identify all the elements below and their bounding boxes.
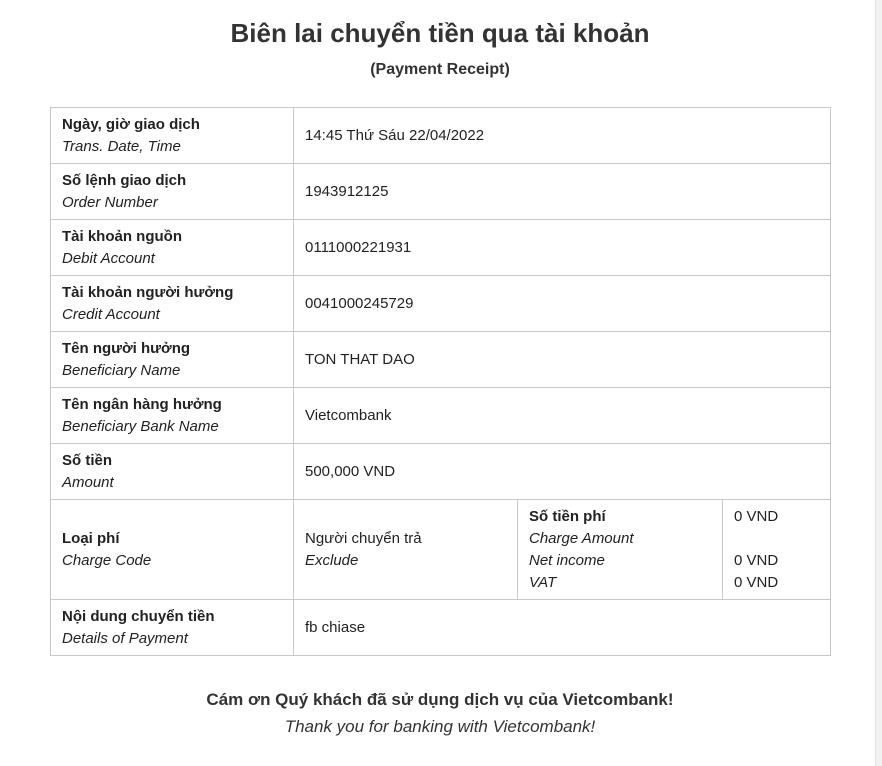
label-vn: Số tiền	[62, 451, 113, 469]
value-cell	[294, 444, 831, 500]
label-cell	[51, 332, 294, 388]
row-payment-details	[51, 600, 831, 656]
beneficiary-bank-value: Vietcombank	[305, 406, 392, 424]
row-beneficiary-bank	[51, 388, 831, 444]
label-en: Beneficiary Bank Name	[62, 417, 219, 435]
label-vn: Ngày, giờ giao dịch	[62, 115, 200, 133]
credit-account-value: 0041000245729	[305, 294, 414, 312]
row-amount	[51, 444, 831, 500]
label-cell	[51, 164, 294, 220]
fee-label-vn: Số tiền phí	[529, 508, 606, 525]
payment-details-value: fb chiase	[305, 618, 366, 636]
fee-values-cell	[723, 500, 831, 600]
transaction-date-value: 14:45 Thứ Sáu 22/04/2022	[305, 126, 485, 144]
label-cell	[51, 444, 294, 500]
value-cell	[294, 276, 831, 332]
scrollbar-track[interactable]	[875, 0, 882, 766]
row-beneficiary-name	[51, 332, 831, 388]
net-income-value: 0 VND	[734, 552, 779, 569]
label-vn: Tên người hưởng	[62, 339, 191, 357]
label-en: Credit Account	[62, 305, 160, 323]
fee-labels-cell	[518, 500, 723, 600]
label-vn: Nội dung chuyển tiền	[62, 607, 215, 625]
thank-you-vn: Cám ơn Quý khách đã sử dụng dịch vụ của Vietcombank!	[206, 690, 674, 709]
label-vn: Loại phí	[62, 529, 120, 547]
thank-you-en: Thank you for banking with Vietcombank!	[284, 717, 596, 736]
beneficiary-name-value: TON THAT DAO	[305, 350, 415, 368]
page-subtitle: (Payment Receipt)	[370, 61, 510, 78]
label-vn: Tên ngân hàng hưởng	[62, 395, 222, 413]
label-en: Beneficiary Name	[62, 361, 181, 379]
label-en: Amount	[62, 473, 114, 491]
label-cell	[51, 500, 294, 600]
row-debit-account	[51, 220, 831, 276]
label-en: Debit Account	[62, 249, 155, 267]
value-cell	[294, 600, 831, 656]
charge-type-vn: Người chuyển trả	[305, 529, 422, 547]
label-cell	[51, 276, 294, 332]
page-title: Biên lai chuyển tiền qua tài khoản	[230, 18, 650, 48]
charge-type-en: Exclude	[305, 551, 359, 569]
value-cell	[294, 388, 831, 444]
label-en: Details of Payment	[62, 629, 188, 647]
label-vn: Tài khoản nguồn	[62, 227, 182, 245]
value-cell	[294, 220, 831, 276]
charge-type-cell	[294, 500, 518, 600]
label-en: Trans. Date, Time	[62, 137, 181, 155]
label-vn: Số lệnh giao dịch	[62, 171, 187, 189]
label-cell	[51, 600, 294, 656]
order-number-value: 1943912125	[305, 182, 389, 200]
value-cell	[294, 164, 831, 220]
value-cell	[294, 108, 831, 164]
row-charge	[51, 500, 831, 600]
label-en: Charge Code	[62, 551, 152, 569]
label-cell	[51, 108, 294, 164]
label-en: Order Number	[62, 193, 158, 211]
fee-label-en: Charge Amount	[529, 530, 634, 547]
receipt-table	[50, 107, 831, 656]
label-vn: Tài khoản người hưởng	[62, 283, 234, 301]
value-cell	[294, 332, 831, 388]
row-credit-account	[51, 276, 831, 332]
label-cell	[51, 220, 294, 276]
charge-amount-value: 0 VND	[734, 508, 779, 525]
vat-label: VAT	[529, 574, 557, 591]
net-income-label: Net income	[529, 552, 605, 569]
debit-account-value: 0111000221931	[305, 238, 412, 256]
row-transaction-date	[51, 108, 831, 164]
row-order-number	[51, 164, 831, 220]
amount-value: 500,000 VND	[305, 462, 396, 480]
vat-value: 0 VND	[734, 574, 779, 591]
label-cell	[51, 388, 294, 444]
